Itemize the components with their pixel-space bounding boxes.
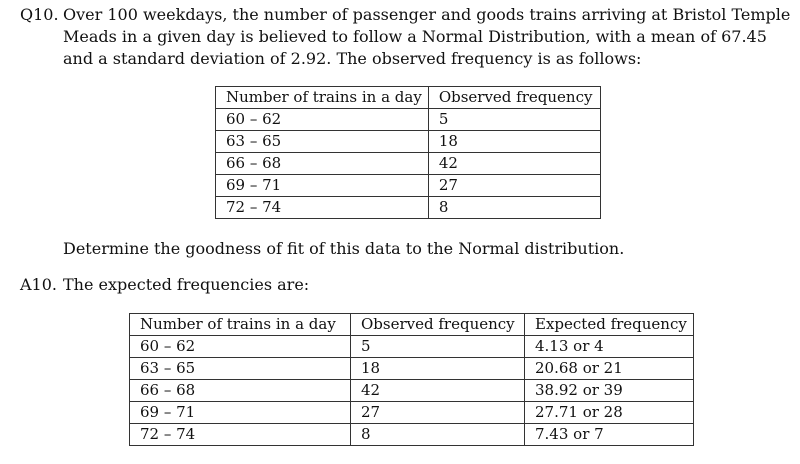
table-cell: 69 – 71 [216, 175, 429, 197]
question-label: Q10. [20, 5, 59, 24]
table-cell: 20.68 or 21 [525, 358, 694, 380]
table-cell: 8 [428, 197, 600, 219]
table-cell: 42 [351, 380, 525, 402]
question-text [63, 4, 791, 70]
question-line: and a standard deviation of 2.92. The observed frequency is as follows: [63, 49, 642, 68]
table-row [130, 336, 694, 358]
table-cell: 27 [428, 175, 600, 197]
column-header: Observed frequency [428, 87, 600, 109]
table-cell: 5 [351, 336, 525, 358]
table-row [130, 380, 694, 402]
table-cell: 18 [351, 358, 525, 380]
table-cell: 66 – 68 [216, 153, 429, 175]
table-cell: 66 – 68 [130, 380, 351, 402]
column-header: Number of trains in a day [216, 87, 429, 109]
table-row [216, 175, 601, 197]
table-cell: 72 – 74 [216, 197, 429, 219]
table-cell: 60 – 62 [130, 336, 351, 358]
question-line: Meads in a given day is believed to follow a Normal Distribution, with a mean of 67.45 [63, 27, 767, 46]
table-row [216, 197, 601, 219]
table-row [130, 358, 694, 380]
answer-intro: The expected frequencies are: [63, 275, 310, 294]
expected-frequency-table [129, 313, 694, 446]
table-cell: 38.92 or 39 [525, 380, 694, 402]
observed-frequency-table [215, 86, 601, 219]
table-row [130, 424, 694, 446]
answer-label: A10. [20, 275, 57, 294]
table-cell: 69 – 71 [130, 402, 351, 424]
table-cell: 8 [351, 424, 525, 446]
column-header: Observed frequency [351, 314, 525, 336]
table-row [130, 402, 694, 424]
table-row [216, 109, 601, 131]
table-cell: 7.43 or 7 [525, 424, 694, 446]
table-cell: 27.71 or 28 [525, 402, 694, 424]
question-prompt: Determine the goodness of fit of this data to the Normal distribution. [63, 239, 625, 258]
table-cell: 27 [351, 402, 525, 424]
table-cell: 60 – 62 [216, 109, 429, 131]
question-line: Over 100 weekdays, the number of passenger and goods trains arriving at Bristol Temple [63, 5, 791, 24]
table-cell: 18 [428, 131, 600, 153]
column-header: Number of trains in a day [130, 314, 351, 336]
column-header: Expected frequency [525, 314, 694, 336]
table-row [216, 131, 601, 153]
table-cell: 4.13 or 4 [525, 336, 694, 358]
table-cell: 63 – 65 [130, 358, 351, 380]
table-header-row [216, 87, 601, 109]
table-cell: 72 – 74 [130, 424, 351, 446]
table-cell: 5 [428, 109, 600, 131]
table-row [216, 153, 601, 175]
table-cell: 42 [428, 153, 600, 175]
table-header-row [130, 314, 694, 336]
table-cell: 63 – 65 [216, 131, 429, 153]
